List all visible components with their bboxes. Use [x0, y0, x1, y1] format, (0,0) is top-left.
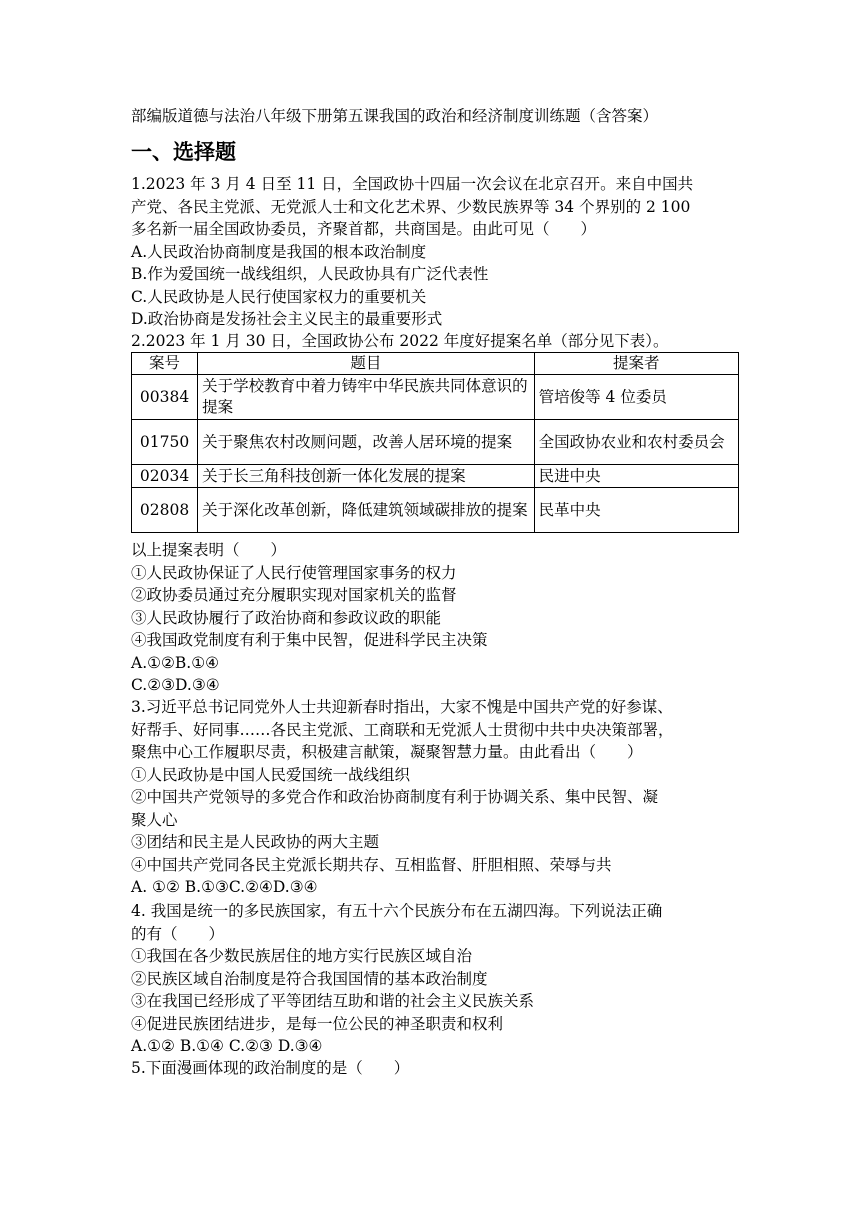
section-heading: 一、选择题 — [131, 140, 236, 164]
q2-prompt: 以上提案表明（ ） — [131, 541, 287, 559]
table-header-case-no: 案号 — [132, 353, 198, 375]
q4-line: 的有（ ） — [131, 924, 225, 943]
table-cell-case-no: 02034 — [132, 465, 198, 488]
q2-stem: 2.2023 年 1 月 30 日，全国政协公布 2022 年度好提案名单（部分见下表）。 — [131, 332, 669, 350]
q2-item: ④我国政党制度有利于集中民智，促进科学民主决策 — [131, 631, 488, 649]
question-3 — [131, 696, 741, 899]
table-cell-proposer: 民进中央 — [534, 465, 738, 488]
table-cell-case-no: 01750 — [132, 420, 198, 465]
question-4 — [131, 900, 741, 1058]
table-header-proposer: 提案者 — [534, 353, 738, 375]
table-cell-topic: 关于聚焦农村改厕问题，改善人居环境的提案 — [198, 420, 535, 465]
q1-option-b: B.作为爱国统一战线组织，人民政协具有广泛代表性 — [131, 265, 489, 283]
q1-stem-line: 多名新一届全国政协委员，齐聚首都，共商国是。由此可见（ ） — [131, 220, 597, 238]
question-5 — [131, 1057, 741, 1080]
q4-item: ②民族区域自治制度是符合我国国情的基本政治制度 — [131, 969, 488, 988]
table-cell-proposer: 民革中央 — [534, 488, 738, 533]
q3-item: ②中国共产党领导的多党合作和政治协商制度有利于协调关系、集中民智、凝 — [131, 788, 659, 806]
q1-stem-line: 产党、各民主党派、无党派人士和文化艺术界、少数民族界等 34 个界别的 2 100 — [131, 197, 691, 216]
table-row — [132, 375, 739, 420]
q3-line: 好帮手、好同事……各民主党派、工商联和无党派人士贯彻中共中央决策部署， — [131, 720, 674, 739]
q1-stem-line: 1.2023 年 3 月 4 日至 11 日，全国政协十四届一次会议在北京召开。来自中国共 — [131, 175, 694, 193]
q3-line: 3.习近平总书记同党外人士共迎新春时指出，大家不愧是中国共产党的好参谋、 — [131, 698, 673, 716]
question-2-items — [131, 539, 741, 697]
question-1 — [131, 173, 741, 331]
q2-item: ①人民政协保证了人民行使管理国家事务的权力 — [131, 563, 457, 582]
q4-item: ④促进民族团结进步，是每一位公民的神圣职责和权利 — [131, 1014, 504, 1033]
q4-options: A.①② B.①④ C.②③ D.③④ — [131, 1037, 323, 1055]
table-row — [132, 465, 739, 488]
q2-item: ③人民政协履行了政治协商和参政议政的职能 — [131, 608, 442, 627]
table-cell-topic: 关于长三角科技创新一体化发展的提案 — [198, 465, 535, 488]
table-cell-proposer: 全国政协农业和农村委员会 — [534, 420, 738, 465]
q3-item: ①人民政协是中国人民爱国统一战线组织 — [131, 765, 411, 784]
q3-item: 聚人心 — [131, 810, 178, 829]
table-cell-case-no: 02808 — [132, 488, 198, 533]
q3-item: ④中国共产党同各民主党派长期共存、互相监督、肝胆相照、荣辱与共 — [131, 855, 612, 874]
q2-options: C.②③D.③④ — [131, 676, 220, 694]
q3-options: A. ①② B.①③C.②④D.③④ — [131, 878, 318, 896]
table-cell-topic: 关于学校教育中着力铸牢中华民族共同体意识的提案 — [198, 375, 535, 420]
q4-item: ③在我国已经形成了平等团结互助和谐的社会主义民族关系 — [131, 992, 535, 1010]
q4-item: ①我国在各少数民族居住的地方实行民族区域自治 — [131, 947, 473, 965]
q3-item: ③团结和民主是人民政协的两大主题 — [131, 833, 380, 851]
table-cell-topic: 关于深化改革创新，降低建筑领域碳排放的提案 — [198, 488, 535, 533]
q1-option-c: C.人民政协是人民行使国家权力的重要机关 — [131, 287, 427, 306]
proposal-table — [131, 352, 739, 533]
question-2-stem — [131, 330, 741, 353]
q2-options: A.①②B.①④ — [131, 653, 220, 672]
table-row — [132, 420, 739, 465]
q1-option-d: D.政治协商是发扬社会主义民主的最重要形式 — [131, 310, 443, 328]
document-title: 部编版道德与法治八年级下册第五课我国的政治和经济制度训练题（含答案） — [131, 107, 659, 125]
q4-line: 4. 我国是统一的多民族国家，有五十六个民族分布在五湖四海。下列说法正确 — [131, 902, 663, 920]
table-cell-case-no: 00384 — [132, 375, 198, 420]
q3-line: 聚焦中心工作履职尽责，积极建言献策，凝聚智慧力量。由此看出（ ） — [131, 743, 643, 761]
table-header-row — [132, 353, 739, 375]
q5-stem: 5.下面漫画体现的政治制度的是（ ） — [131, 1059, 410, 1077]
table-header-topic: 题目 — [198, 353, 535, 375]
table-cell-proposer: 管培俊等 4 位委员 — [534, 375, 738, 420]
q2-item: ②政协委员通过充分履职实现对国家机关的监督 — [131, 586, 457, 604]
table-row — [132, 488, 739, 533]
q1-option-a: A.人民政治协商制度是我国的根本政治制度 — [131, 242, 427, 261]
